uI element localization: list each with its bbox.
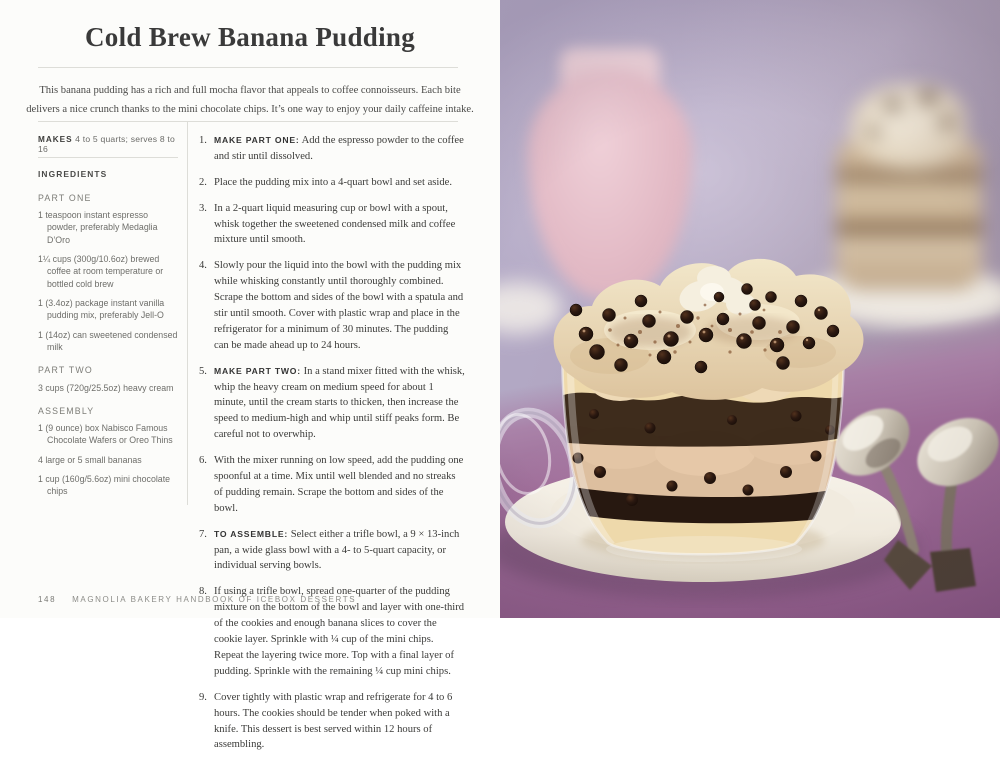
step-text: Cover tightly with plastic wrap and refrigerate for 4 to 6 hours. The cookies should be tender when poked with a knife. This dessert is best served within 12 hours of assembling. <box>214 691 453 751</box>
ingredient-section-name: PART ONE <box>38 192 92 203</box>
step-number: 3. <box>199 202 207 214</box>
step-text: Place the pudding mix into a 4-quart bowl and set aside. <box>214 176 453 188</box>
ingredient-item: 1 cup (160g/5.6oz) mini chocolate chips <box>38 474 171 497</box>
step-number: 4. <box>199 260 207 272</box>
ingredient-item: 4 large or 5 small bananas <box>38 454 142 465</box>
step-item <box>199 364 465 443</box>
step-text: In a 2-quart liquid measuring cup or bowl with a spout, whisk together the sweetened condensed milk and coffee mixture until smooth. <box>214 202 456 246</box>
step-lead: MAKE PART TWO: <box>214 365 301 376</box>
step-number: 8. <box>199 586 207 598</box>
ingredient-section-name: PART TWO <box>38 365 93 376</box>
step-text: With the mixer running on low speed, add the pudding one spoonful at a time. Mix until well blended and no streaks of pudding remain. Scrape the bottom and sides of the bowl. <box>214 455 464 514</box>
makes-text: 4 to 5 quarts; serves 8 to 16 <box>38 134 175 154</box>
step-number: 7. <box>199 528 207 540</box>
ingredient-item: 3 cups (720g/25.5oz) heavy cream <box>38 382 174 393</box>
ingredients-column <box>38 165 180 505</box>
recipe-intro <box>0 82 500 119</box>
ingredient-item: 1¼ cups (300g/10.6oz) brewed coffee at room temperature or bottled cold brew <box>38 254 164 289</box>
step-text: Add the espresso powder to the coffee and stir until dissolved. <box>214 135 464 162</box>
step-text: Slowly pour the liquid into the bowl with the pudding mix while whisking constantly until thoroughly combined. Scrape the bottom and sides of the bowl with a spatula and stir until smooth. Cover with plastic wrap and place in the refrigerator for a minimum of 30 minutes. The pudding can be made ahead up to 24 hours. <box>214 260 464 351</box>
page-footer <box>38 595 356 604</box>
column-divider <box>187 121 188 505</box>
ingredient-item: 1 teaspoon instant espresso powder, preferably Medaglia D’Oro <box>38 210 158 245</box>
step-number: 5. <box>199 365 207 377</box>
makes-line <box>38 134 183 154</box>
step-number: 1. <box>199 135 207 146</box>
ingredient-item: 1 (9 ounce) box Nabisco Famous Chocolate Wafers or Oreo Thins <box>38 423 173 446</box>
step-number: 6. <box>199 455 207 467</box>
section-rule <box>38 121 458 122</box>
intro-line: delivers a nice crunch thanks to the mini chocolate chips. It’s one way to enjoy your daily caffeine intake. <box>26 103 474 115</box>
step-text: If using a trifle bowl, spread one-quarter of the pudding mixture on the bottom of the bowl and layer with one-third of the cookies and enough banana slices to cover the cookie layer. Sprinkle with ¼ cup of the mini chips. Repeat the layering twice more. Top with a final layer of pudding. Sprinkle with the remaining ¼ cup mini chips. <box>214 586 465 677</box>
step-number: 9. <box>199 691 207 703</box>
recipe-page <box>0 0 500 751</box>
step-text: In a stand mixer fitted with the whisk, whip the heavy cream on medium speed for about 1 minute, until the cream starts to thicken, then increase the speed to medium-high and whip until stiff peaks form. Be careful not to overwhip. <box>214 365 465 441</box>
intro-line: This banana pudding has a rich and full mocha flavor that appeals to coffee connoisseurs. Each bite <box>39 85 461 96</box>
book-title: MAGNOLIA BAKERY HANDBOOK OF ICEBOX DESSERTS <box>72 595 357 604</box>
steps-column <box>199 133 465 763</box>
ingredient-item: 1 (14oz) can sweetened condensed milk <box>38 329 178 352</box>
ingredients-header: INGREDIENTS <box>38 169 108 179</box>
step-item <box>199 690 465 754</box>
step-lead: MAKE PART ONE: <box>214 135 300 145</box>
step-item <box>199 175 465 191</box>
makes-label: MAKES <box>38 135 73 144</box>
step-lead: TO ASSEMBLE: <box>214 528 289 539</box>
page-number: 148 <box>38 595 57 604</box>
step-item <box>199 453 465 517</box>
recipe-title: Cold Brew Banana Pudding <box>84 22 416 52</box>
step-item <box>199 133 465 165</box>
step-item <box>199 201 465 249</box>
ingredient-item: 1 (3.4oz) package instant vanilla pudding mix, preferably Jell-O <box>38 297 165 321</box>
step-number: 2. <box>199 176 207 188</box>
photo-vignette <box>500 0 1000 618</box>
step-text: Select either a trifle bowl, a 9 × 13-inch pan, a wide glass bowl with a 4- to 5-quart capacity, or individual serving bowls. <box>214 528 460 572</box>
ingredient-section-name: ASSEMBLY <box>38 405 95 416</box>
photo-page <box>500 0 1000 618</box>
makes-rule <box>38 157 178 158</box>
title-rule <box>38 67 458 68</box>
step-item <box>199 258 465 353</box>
step-item <box>199 527 465 575</box>
